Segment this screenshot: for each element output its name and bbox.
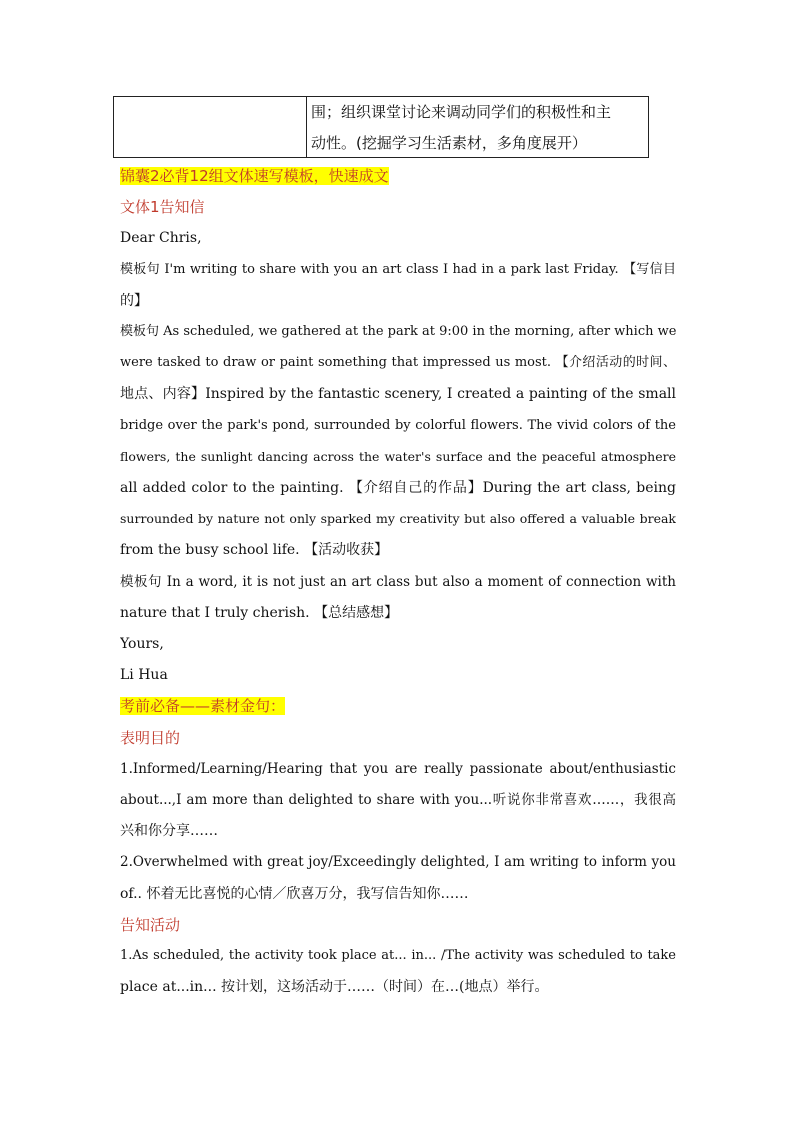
- purpose-heading: 表明目的: [120, 729, 181, 747]
- table-line-1: 围；组织课堂讨论来调动同学们的积极性和主: [311, 103, 612, 121]
- section-heading-row: [120, 166, 676, 187]
- letter-line: 模板句 As scheduled, we gathered at the park at 9:00 in the morning, after which we: [120, 324, 676, 339]
- letter-signature: Li Hua: [120, 667, 168, 683]
- purpose-line: 2.Overwhelmed with great joy/Exceedingly delighted, I am writing to inform you: [120, 854, 676, 870]
- letter-closing: Yours,: [120, 636, 164, 652]
- prep-heading-row: [120, 696, 676, 717]
- purpose-line: about...,I am more than delighted to share with you...听说你非常喜欢……，我很高: [120, 792, 676, 808]
- letter-line: all added color to the painting. 【介绍自己的作品】During the art class, being: [120, 480, 676, 496]
- letter-line: 的】: [120, 293, 148, 309]
- activity-line: place at...in... 按计划，这场活动于……（时间）在…(地点）举行。: [120, 979, 549, 995]
- letter-greeting: Dear Chris,: [120, 230, 202, 246]
- letter-line: 模板句 I'm writing to share with you an art class I had in a park last Friday. 【写信目: [120, 262, 676, 277]
- table-cell-text: [307, 97, 648, 157]
- table-fragment: [113, 96, 649, 158]
- letter-line: from the busy school life. 【活动收获】: [120, 542, 389, 558]
- letter-line: 模板句 In a word, it is not just an art class but also a moment of connection with: [120, 574, 676, 590]
- purpose-line: of.. 怀着无比喜悦的心情／欣喜万分，我写信告知你……: [120, 886, 469, 902]
- letter-line: 地点、内容】Inspired by the fantastic scenery, I created a painting of the small: [120, 386, 676, 402]
- activity-heading: 告知活动: [120, 916, 181, 934]
- letter-line: bridge over the park's pond, surrounded by colorful flowers. The vivid colors of the: [120, 418, 676, 433]
- letter-line: were tasked to draw or paint something that impressed us most. 【介绍活动的时间、: [120, 355, 676, 370]
- genre-title: 文体1告知信: [120, 198, 205, 216]
- section-heading: 锦囊2必背12组文体速写模板，快速成文: [120, 167, 389, 185]
- purpose-line: 兴和你分享……: [120, 823, 218, 839]
- letter-line: nature that I truly cherish. 【总结感想】: [120, 605, 399, 621]
- table-cell-empty: [114, 97, 307, 157]
- purpose-line: 1.Informed/Learning/Hearing that you are really passionate about/enthusiastic: [120, 761, 676, 777]
- letter-line: flowers, the sunlight dancing across the water's surface and the peaceful atmosphere: [120, 449, 676, 464]
- activity-line: 1.As scheduled, the activity took place at... in... /The activity was scheduled to take: [120, 948, 676, 963]
- letter-line: surrounded by nature not only sparked my creativity but also offered a valuable break: [120, 511, 676, 526]
- table-line-2: 动性。(挖掘学习生活素材，多角度展开）: [311, 134, 587, 152]
- prep-heading: 考前必备——素材金句：: [120, 697, 286, 715]
